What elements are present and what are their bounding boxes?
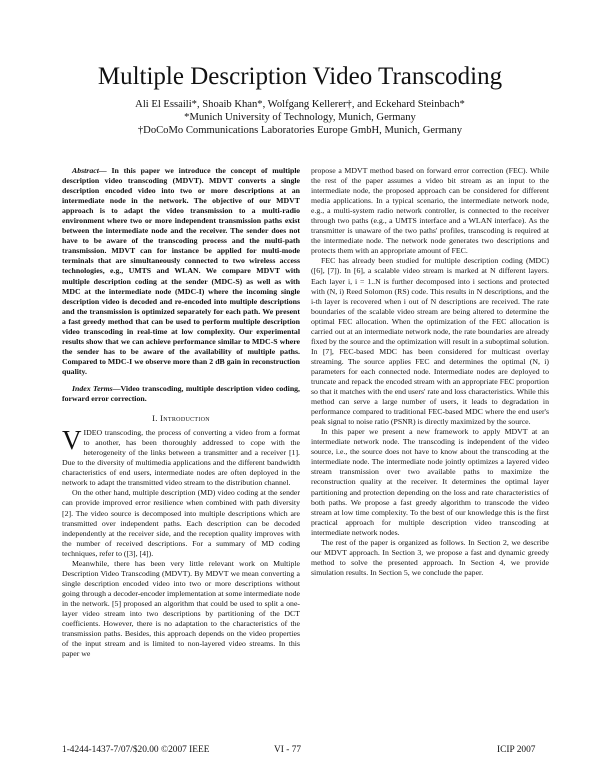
section-heading-introduction: I. Introduction — [152, 413, 210, 424]
affiliation-munich: *Munich University of Technology, Munich, Germany — [184, 112, 416, 123]
intro-paragraph-6: In this paper we present a new framework to apply MDVT at an intermediate network node. The transcoding is independent of the video source, i.e., the source does not have to know about the transcoding at the intermediate node. The intermediate node jointly optimizes a layered video stream transmission over two available paths to maximize the reconstruction quality at the receiver. It determines the optimal layer partitioning and protection depending on the loss and rate characteristics of both paths. We propose a fast greedy algorithm to transcode the video stream at low time complexity. To the best of our knowledge this is the first practical approach for multiple description video transcoding at intermediate network nodes. — [311, 427, 549, 537]
intro-paragraph-2: On the other hand, multiple description (MD) video coding at the sender can provide improved error resilience when combined with path diversity [2]. The video source is decomposed into multiple descriptions which are transmitted over independent paths. Each description can be decoded independently at the receiver side, and the reception quality improves with the number of received descriptions. For a summary of MD coding techniques, refer to ([3], [4]). — [62, 488, 300, 558]
intro-paragraph-1 — [62, 425, 300, 488]
abstract-lead: Abstract— — [72, 166, 107, 175]
intro-paragraph-3: Meanwhile, there has been very little relevant work on Multiple Description Video Transcoding (MDVT). By MDVT we mean converting a single description encoded video into two or more descriptions without going through a decoder-encoder implementation at some intermediate node in the network. [5] proposed an algorithm that could be used to split a one-layer video stream into two descriptions by partitioning of the DCT coefficients. However, there is no adaptation to the characteristics of the transmission paths. Besides, this approach depends on the video properties of the input stream and is limited to non-layered video streams. In this paper we — [62, 558, 300, 659]
intro-paragraph-4: propose a MDVT method based on forward error correction (FEC). While the rest of the paper assumes a video bit stream as an input to the intermediate node, the proposed approach can be considered for different media applications. In a typical scenario, the intermediate network node, e.g., a multi-system radio network controller, is connected to the receiver through two paths (e.g., a UMTS interface and a WLAN interface). As the transmitter is unaware of the two paths' profiles, transcoding is required at the intermediate node. The network node generates two descriptions and protects them with an appropriate amount of FEC. — [311, 166, 549, 256]
intro-paragraph-7: The rest of the paper is organized as follows. In Section 2, we describe our MDVT approach. In Section 3, we propose a fast and dynamic greedy method to solve the presented approach. In Section 4, we provide simulation results. In Section 5, we conclude the paper. — [311, 537, 549, 577]
paper-title: Multiple Description Video Transcoding — [97, 63, 503, 90]
index-terms-text: —Video transcoding, multiple description video coding, forward error correction. — [62, 383, 300, 404]
footer-conference: ICIP 2007 — [497, 745, 536, 755]
intro-paragraph-5: FEC has already been studied for multiple description coding (MDC) ([6], [7]). In [6], a scalable video stream is marked at N different layers. Each layer i, i = 1..N is further decomposed into i sections and protected with (N, i) Reed Solomon (RS) code. This results in N descriptions, and the i-th layer is recovered when i out of N descriptions are received. The rate boundaries of the scalable video stream are being altered to determine the optimal FEC allocation. When the optimization of the FEC allocation is carried out at an intermediate network node, the rate boundaries are already fixed by the source and the optimization will result in a suboptimal solution. In [7], FEC-based MDC has been considered for multicast overlay streaming. The source applies FEC and determines the optimal (N, i) parameters for each connected node. Intermediate nodes are deployed to truncate and repack the encoded stream with an appropriate FEC proportion so that it matches with the end users' rate and loss characteristics. While this method can serve a large number of users, it leads to degradation in performance compared to traditional FEC-based MDC where the end user's peak signal to noise ratio (PSNR) is directly maximized by the source. — [311, 256, 549, 427]
intro-paragraph-1-text: IDEO transcoding, the process of converting a video from a format to another, has been thoroughly addressed to cope with the heterogeneity of the links between a transmitter and a receiver [1]. Due to the diversity of multimedia applications and the different bandwidth characteristics of end users, intermediate nodes are often deployed in the network to adapt the transmitted video stream to the distribution channel. — [62, 428, 300, 488]
left-column — [62, 166, 300, 659]
right-column — [311, 166, 549, 578]
abstract-text: In this paper we introduce the concept of multiple description video transcoding (MDVT). MDVT converts a single description encoded video into two or more descriptions at an intermediate node in the network. The objective of our MDVT approach is to adapt the video transmission to a multi-radio environment where two or more independent transmission paths exist between the intermediate node and the receiver. The sender does not have to be aware of the transcoding process and the multi-path transmission. MDVT can for instance be applied for multi-mode terminals that are simultaneously connected to two wireless access technologies, e.g., UMTS and WLAN. We compare MDVT with multiple description coding at the sender (MDC-S) as well as with MDC at the intermediate node (MDC-I) where the incoming single description video is decoded and re-encoded into multiple descriptions and the transmission is optimized separately for each path. We present a fast greedy method that can be used to perform multiple description video transcoding in real-time at low complexity. Our experimental results show that we can achieve performance similar to MDC-S where the sender has to be aware of the availability of multiple paths. Compared to MDC-I we observe more than 2 dB gain in reconstruction quality. — [62, 166, 300, 376]
index-terms-lead: Index Terms — [72, 383, 113, 393]
drop-cap: V — [62, 425, 82, 456]
author-list: Ali El Essaili*, Shoaib Khan*, Wolfgang Kellerer†, and Eckehard Steinbach* — [135, 99, 465, 110]
affiliation-docomo: †DoCoMo Communications Laboratories Europe GmbH, Munich, Germany — [137, 125, 463, 136]
footer-copyright: 1-4244-1437-7/07/$20.00 ©2007 IEEE — [62, 745, 210, 755]
abstract — [62, 166, 300, 377]
footer-page-number: VI - 77 — [274, 745, 302, 755]
index-terms — [62, 384, 300, 404]
